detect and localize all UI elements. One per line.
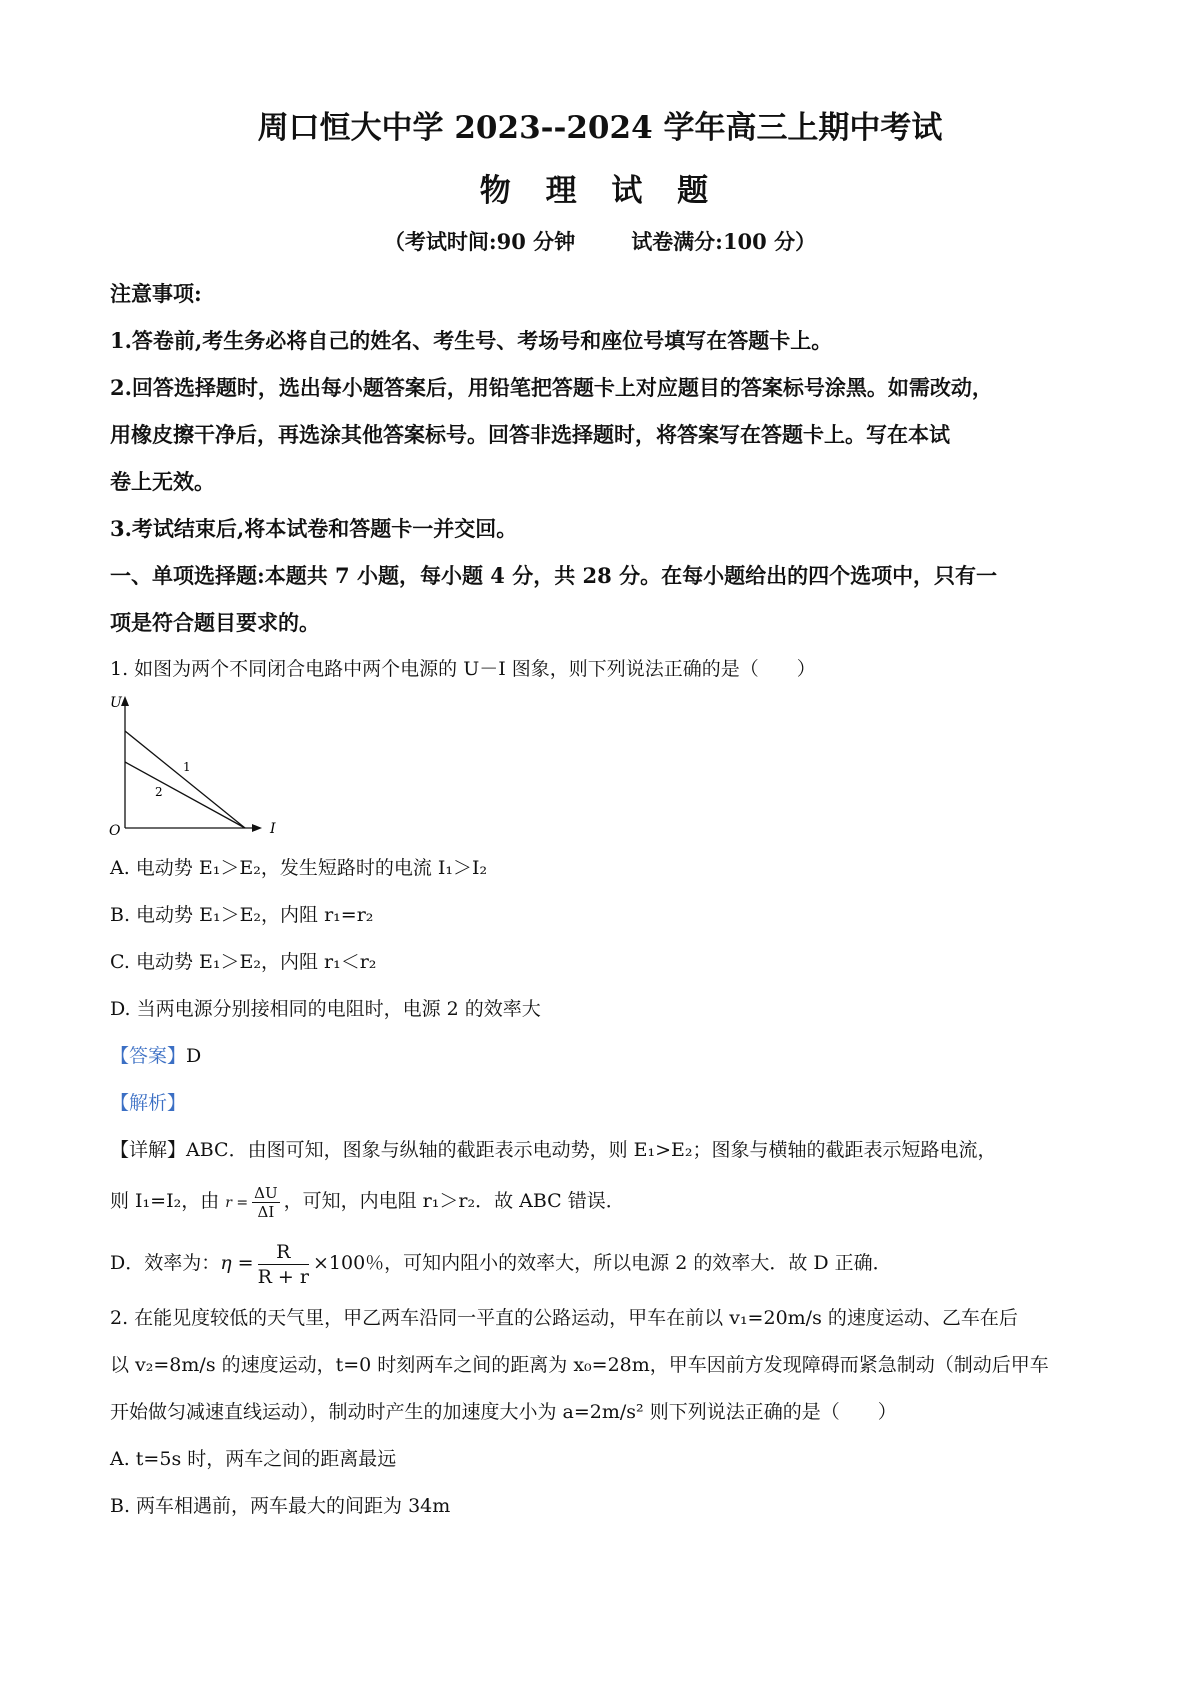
detail-line: 则 I₁=I₂，由 r = $\frac{\Delta U}{\Delta I}$ ，可知，内电阻 r₁＞r₂．故 ABC 错误． bbox=[110, 1183, 625, 1221]
question-2-stem: 开始做匀减速直线运动），制动时产生的加速度大小为 a=2m/s² 则下列说法正确的是（ ） bbox=[110, 1401, 897, 1423]
notice-item: 3.考试结束后,将本试卷和答题卡一并交回。 bbox=[110, 516, 518, 541]
exam-info: （考试时间:90 分钟 试卷满分:100 分） bbox=[383, 229, 817, 254]
subject-title: 物 理 试 题 bbox=[479, 173, 721, 209]
answer-line: 【答案】D bbox=[110, 1045, 202, 1067]
detail-line: 【详解】ABC．由图可知，图象与纵轴的截距表示电动势，则 E₁>E₂；图象与横轴的截距表示短路电流， bbox=[110, 1139, 997, 1161]
analysis-tag: 【解析】 bbox=[110, 1092, 187, 1114]
detail-line: D．效率为：η = $\frac{R}{R + r}$ ×100％，可知内阻小的效率大，所以电源 2 的效率大．故 D 正确． bbox=[110, 1240, 892, 1288]
option-b: B. 两车相遇前，两车最大的间距为 34m bbox=[110, 1495, 451, 1517]
notice-item: 2.回答选择题时，选出每小题答案后，用铅笔把答题卡上对应题目的答案标号涂黑。如需改动， bbox=[110, 375, 993, 400]
exam-title: 周口恒大中学 2023--2024 学年高三上期中考试 bbox=[257, 110, 943, 146]
graph-line-1 bbox=[125, 731, 245, 828]
notice-item: 用橡皮擦干净后，再选涂其他答案标号。回答非选择题时，将答案写在答题卡上。写在本试 bbox=[110, 422, 950, 447]
question-2-stem: 2. 在能见度较低的天气里，甲乙两车沿同一平直的公路运动，甲车在前以 v₁=20m/s 的速度运动、乙车在后 bbox=[110, 1307, 1018, 1329]
option-a: A. t=5s 时，两车之间的距离最远 bbox=[110, 1448, 397, 1470]
notice-heading: 注意事项: bbox=[110, 281, 202, 306]
y-axis-label: U bbox=[110, 695, 122, 711]
ui-graph bbox=[105, 693, 305, 843]
option-a: A. 电动势 E₁＞E₂，发生短路时的电流 I₁＞I₂ bbox=[110, 857, 488, 879]
option-c: C. 电动势 E₁＞E₂，内阻 r₁＜r₂ bbox=[110, 951, 377, 973]
question-2-stem: 以 v₂=8m/s 的速度运动，t=0 时刻两车之间的距离为 x₀=28m，甲车因前方发现障碍而紧急制动（制动后甲车 bbox=[110, 1354, 1049, 1376]
notice-item: 1.答卷前,考生务必将自己的姓名、考生号、考场号和座位号填写在答题卡上。 bbox=[110, 328, 833, 353]
question-1-stem: 1. 如图为两个不同闭合电路中两个电源的 U－I 图象，则下列说法正确的是（ ） bbox=[110, 658, 816, 680]
option-b: B. 电动势 E₁＞E₂，内阻 r₁=r₂ bbox=[110, 904, 374, 926]
origin-label: O bbox=[109, 823, 121, 839]
line-1-label: 1 bbox=[183, 760, 191, 774]
option-d: D. 当两电源分别接相同的电阻时，电源 2 的效率大 bbox=[110, 998, 541, 1020]
line-2-label: 2 bbox=[155, 785, 163, 799]
notice-item: 卷上无效。 bbox=[110, 469, 215, 494]
x-axis-label: I bbox=[270, 821, 276, 837]
section-heading: 项是符合题目要求的。 bbox=[110, 610, 320, 635]
content bbox=[110, 270, 1100, 1530]
section-heading: 一、单项选择题:本题共 7 小题，每小题 4 分，共 28 分。在每小题给出的四个选项中，只有一 bbox=[110, 563, 998, 588]
